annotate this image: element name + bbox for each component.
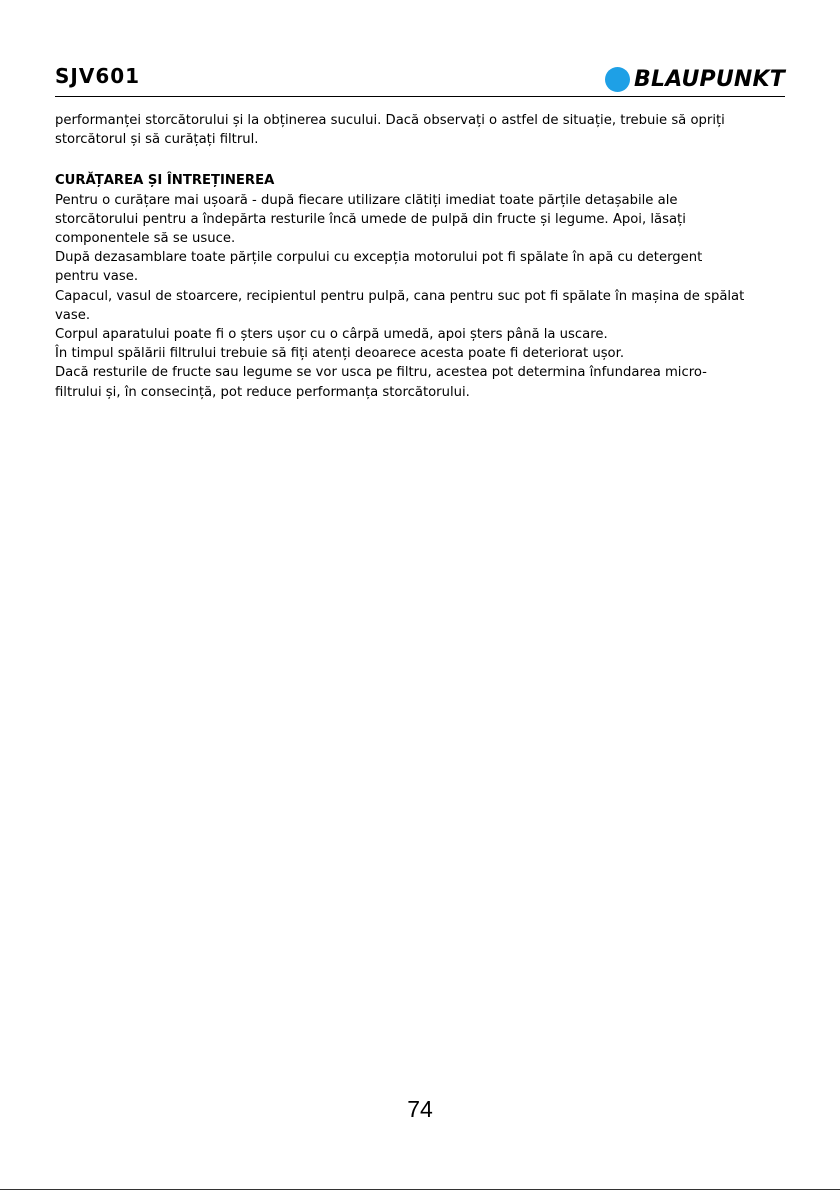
bottom-divider — [0, 1189, 840, 1190]
header-divider — [55, 96, 785, 97]
body-line: storcătorului pentru a îndepărta resturile încă umede de pulpă din fructe și legume. Apoi, lăsați — [55, 211, 686, 227]
body-line: pentru vase. — [55, 269, 139, 285]
brand-name: BLAUPUNKT — [634, 66, 785, 92]
body-line: componentele să se usuce. — [55, 231, 236, 247]
body-line: Dacă resturile de fructe sau legume se vor usca pe filtru, acestea pot determina înfundarea micro- — [55, 365, 707, 381]
body-line: În timpul spălării filtrului trebuie să fiți atenți deoarece acesta poate fi deteriorat ușor. — [55, 346, 625, 362]
page-content — [55, 111, 785, 402]
section-heading: CURĂȚAREA ȘI ÎNTREȚINEREA — [55, 173, 275, 189]
paragraph-gap — [55, 149, 785, 171]
intro-line: performanței storcătorului și la obținerea sucului. Dacă observați o astfel de situație, trebuie să opriți — [55, 113, 725, 128]
body-line: vase. — [55, 307, 91, 323]
model-name: SJV601 — [55, 64, 141, 88]
body-line: Pentru o curățare mai ușoară - după fiecare utilizare clătiți imediat toate părțile detașabile ale — [55, 192, 678, 208]
body-line: După dezasamblare toate părțile corpului cu excepția motorului pot fi spălate în apă cu detergent — [55, 250, 703, 266]
body-line: Capacul, vasul de stoarcere, recipientul pentru pulpă, cana pentru suc pot fi spălate în mașina de spălat — [55, 288, 745, 304]
intro-line: storcătorul și să curățați filtrul. — [55, 132, 259, 148]
blue-circle-icon — [605, 67, 630, 92]
page-header — [55, 62, 785, 98]
page-number: 74 — [407, 1096, 433, 1122]
brand-logo — [605, 65, 785, 93]
body-line: filtrului și, în consecință, pot reduce performanța storcătorului. — [55, 384, 470, 400]
body-line: Corpul aparatului poate fi o șters ușor cu o cârpă umedă, apoi șters până la uscare. — [55, 327, 608, 343]
